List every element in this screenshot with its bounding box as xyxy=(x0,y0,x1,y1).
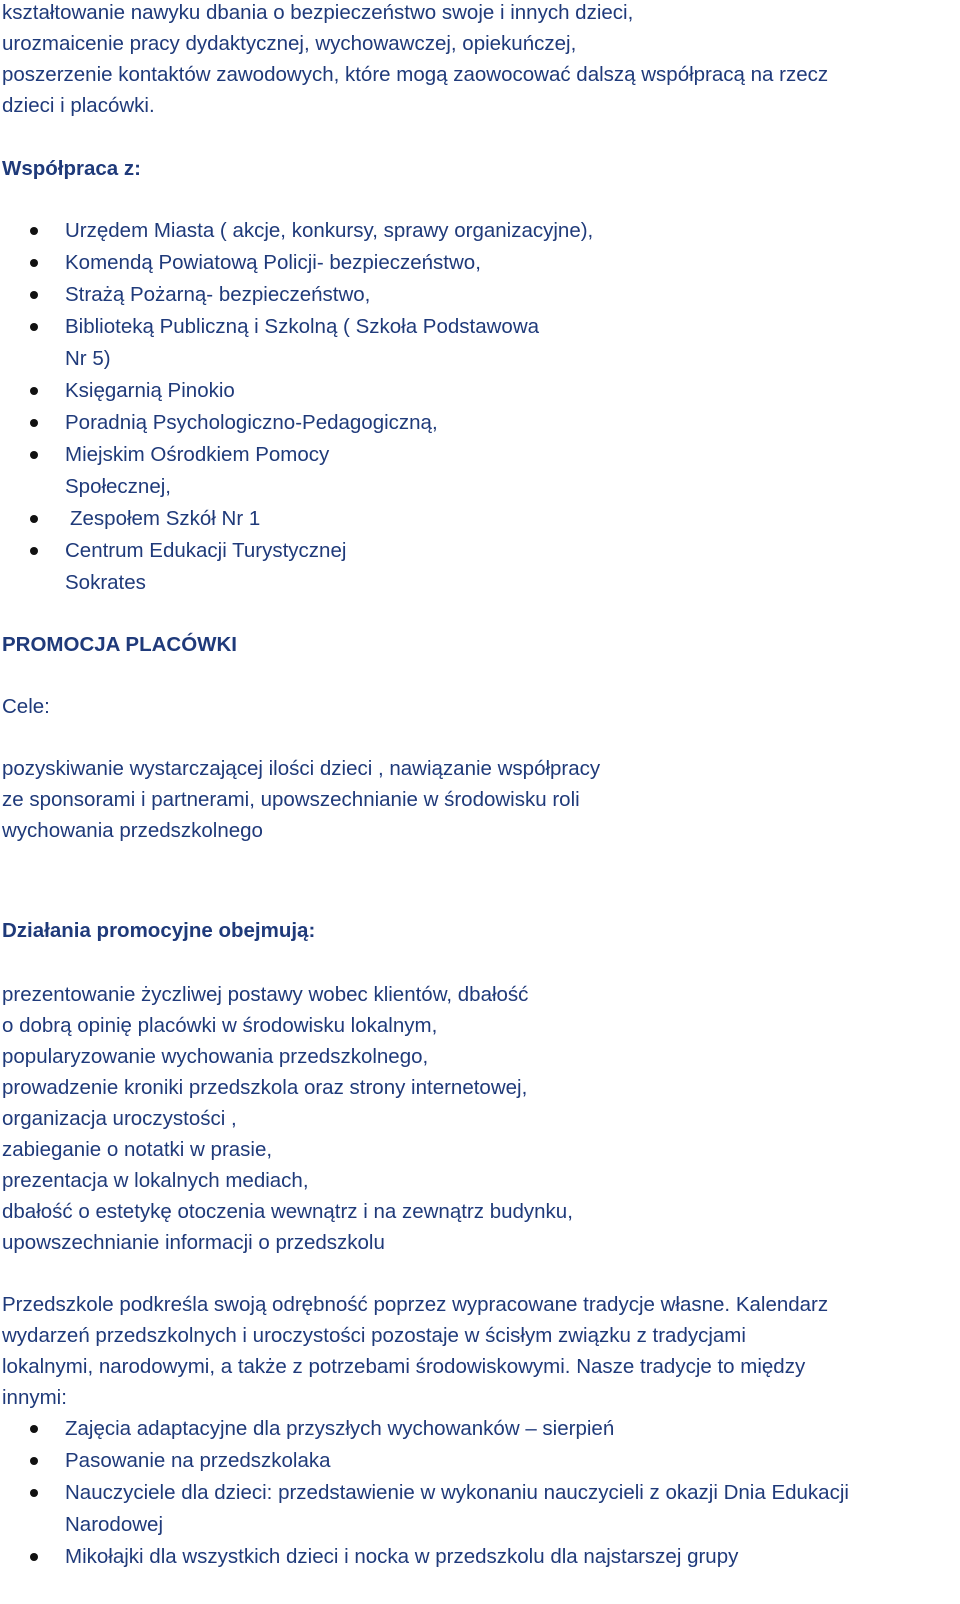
goals-line: pozyskiwanie wystarczającej ilości dzieci , nawiązanie współpracy xyxy=(2,757,601,780)
intro-line: kształtowanie nawyku dbania o bezpieczeństwo swoje i innych dzieci, xyxy=(2,1,634,24)
bullet-icon xyxy=(30,259,38,267)
actions-line: upowszechnianie informacji o przedszkolu xyxy=(2,1231,385,1254)
bullet-icon xyxy=(30,227,38,235)
list-item-continuation: Społecznej, xyxy=(65,475,171,498)
list-item-continuation: Narodowej xyxy=(65,1513,163,1536)
traditions-line: Przedszkole podkreśla swoją odrębność poprzez wypracowane tradycje własne. Kalendarz xyxy=(2,1293,829,1316)
list-item-text: Księgarnią Pinokio xyxy=(65,379,235,402)
traditions-line: innymi: xyxy=(2,1386,67,1409)
actions-line: zabieganie o notatki w prasie, xyxy=(2,1138,273,1161)
list-item-text: Zajęcia adaptacyjne dla przyszłych wychowanków – sierpień xyxy=(65,1417,615,1440)
traditions-line: lokalnymi, narodowymi, a także z potrzebami środowiskowymi. Nasze tradycje to między xyxy=(2,1355,806,1378)
goals-line: ze sponsorami i partnerami, upowszechnianie w środowisku roli xyxy=(2,788,580,811)
list-item-text: Komendą Powiatową Policji- bezpieczeństwo, xyxy=(65,251,481,274)
list-item-text: Biblioteką Publiczną i Szkolną ( Szkoła Podstawowa xyxy=(65,315,540,338)
list-item-text: Strażą Pożarną- bezpieczeństwo, xyxy=(65,283,371,306)
actions-line: organizacja uroczystości , xyxy=(2,1107,237,1130)
actions-heading: Działania promocyjne obejmują: xyxy=(2,919,316,942)
actions-line: prezentacja w lokalnych mediach, xyxy=(2,1169,309,1192)
list-item-text: Zespołem Szkół Nr 1 xyxy=(70,507,261,530)
actions-line: prezentowanie życzliwej postawy wobec klientów, dbałość xyxy=(2,983,529,1006)
list-item-text: Miejskim Ośrodkiem Pomocy xyxy=(65,443,330,466)
bullet-icon xyxy=(30,1425,38,1433)
list-item-text: Urzędem Miasta ( akcje, konkursy, sprawy organizacyjne), xyxy=(65,219,594,242)
list-item-text: Centrum Edukacji Turystycznej xyxy=(65,539,347,562)
goals-label: Cele: xyxy=(2,695,50,718)
bullet-icon xyxy=(30,547,38,555)
bullet-icon xyxy=(30,387,38,395)
list-item-continuation: Sokrates xyxy=(65,571,146,594)
bullet-icon xyxy=(30,1489,38,1497)
intro-line: dzieci i placówki. xyxy=(2,94,155,117)
cooperation-heading: Współpraca z: xyxy=(2,157,141,180)
list-item-text: Pasowanie na przedszkolaka xyxy=(65,1449,331,1472)
traditions-line: wydarzeń przedszkolnych i uroczystości pozostaje w ścisłym związku z tradycjami xyxy=(2,1324,746,1347)
list-item-text: Poradnią Psychologiczno-Pedagogiczną, xyxy=(65,411,438,434)
bullet-icon xyxy=(30,1553,38,1561)
goals-line: wychowania przedszkolnego xyxy=(2,819,263,842)
promotion-heading: PROMOCJA PLACÓWKI xyxy=(2,633,237,656)
actions-line: dbałość o estetykę otoczenia wewnątrz i na zewnątrz budynku, xyxy=(2,1200,573,1223)
list-item-continuation: Nr 5) xyxy=(65,347,111,370)
list-item-text: Mikołajki dla wszystkich dzieci i nocka w przedszkolu dla najstarszej grupy xyxy=(65,1545,739,1568)
bullet-icon xyxy=(30,419,38,427)
bullet-icon xyxy=(30,1457,38,1465)
intro-line: urozmaicenie pracy dydaktycznej, wychowawczej, opiekuńczej, xyxy=(2,32,577,55)
bullet-icon xyxy=(30,323,38,331)
list-item-text: Nauczyciele dla dzieci: przedstawienie w wykonaniu nauczycieli z okazji Dnia Edukacji xyxy=(65,1481,849,1504)
intro-line: poszerzenie kontaktów zawodowych, które mogą zaowocować dalszą współpracą na rzecz xyxy=(2,63,829,86)
actions-line: prowadzenie kroniki przedszkola oraz strony internetowej, xyxy=(2,1076,528,1099)
actions-line: o dobrą opinię placówki w środowisku lokalnym, xyxy=(2,1014,438,1037)
bullet-icon xyxy=(30,515,38,523)
bullet-icon xyxy=(30,291,38,299)
bullet-icon xyxy=(30,451,38,459)
actions-line: popularyzowanie wychowania przedszkolnego, xyxy=(2,1045,429,1068)
